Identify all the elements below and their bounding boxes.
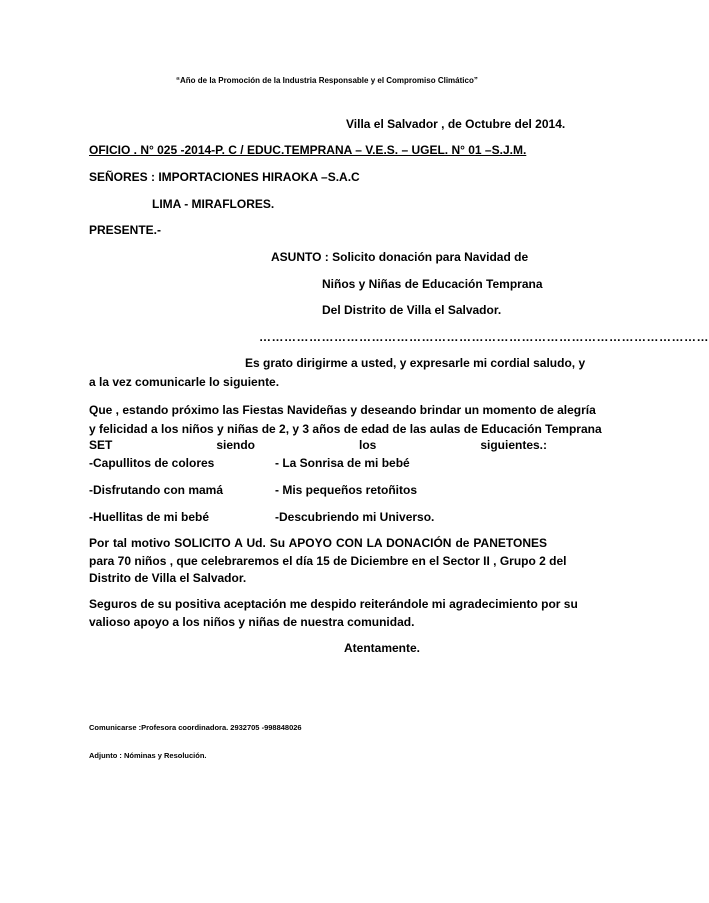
paragraph2-line-2: para 70 niños , que celebraremos el día 15 de Diciembre en el Sector II , Grupo 2 del <box>89 554 567 568</box>
paragraph1-line-2: y felicidad a los niños y niñas de 2, y 3 años de edad de las aulas de Educación Temprana <box>89 422 602 436</box>
asunto-line-1: ASUNTO : Solicito donación para Navidad de <box>271 250 529 264</box>
paragraph3-line-2: valioso apoyo a los niños y niñas de nuestra comunidad. <box>89 615 415 629</box>
classroom-right-3: -Descubriendo mi Universo. <box>275 510 435 524</box>
asunto-line-2: Niños y Niñas de Educación Temprana <box>322 277 543 291</box>
paragraph3-line-1: Seguros de su positiva aceptación me despido reiterándole mi agradecimiento por su <box>89 597 578 611</box>
closing: Atentamente. <box>344 641 421 655</box>
presente-label: PRESENTE.- <box>89 223 162 237</box>
recipient-location: LIMA - MIRAFLORES. <box>152 197 275 211</box>
classroom-right-1: - La Sonrisa de mi bebé <box>275 456 410 470</box>
classroom-left-1: -Capullitos de colores <box>89 456 215 470</box>
classroom-right-2: - Mis pequeños retoñitos <box>275 483 418 497</box>
contact-line: Comunicarse :Profesora coordinadora. 2932705 -998848026 <box>89 723 302 732</box>
paragraph2-line-3: Distrito de Villa el Salvador. <box>89 571 247 585</box>
oficio-number: OFICIO . N° 025 -2014-P. C / EDUC.TEMPRANA – V.E.S. – UGEL. N° 01 –S.J.M. <box>89 143 527 157</box>
attachment-line: Adjunto : Nóminas y Resolución. <box>89 751 207 760</box>
classroom-left-3: -Huellitas de mi bebé <box>89 510 210 524</box>
intro-line-2: a la vez comunicarle lo siguiente. <box>89 375 280 389</box>
paragraph1-line-3: SET siendo los siguientes.: <box>89 438 547 452</box>
classroom-left-2: -Disfrutando con mamá <box>89 483 224 497</box>
asunto-line-3: Del Distrito de Villa el Salvador. <box>322 303 502 317</box>
header-motto: “Año de la Promoción de la Industria Responsable y el Compromiso Climático” <box>176 76 478 85</box>
paragraph2-line-1: Por tal motivo SOLICITO A Ud. Su APOYO CON LA DONACIÓN de PANETONES <box>89 536 547 550</box>
intro-line-1: Es grato dirigirme a usted, y expresarle mi cordial saludo, y <box>245 356 586 370</box>
date-line: Villa el Salvador , de Octubre del 2014. <box>346 117 566 131</box>
recipient-line: SEÑORES : IMPORTACIONES HIRAOKA –S.A.C <box>89 170 360 184</box>
dotted-separator: ……………………………………………………………………………………………… <box>259 330 709 344</box>
paragraph1-line-1: Que , estando próximo las Fiestas Navideñas y deseando brindar un momento de alegría <box>89 403 596 417</box>
